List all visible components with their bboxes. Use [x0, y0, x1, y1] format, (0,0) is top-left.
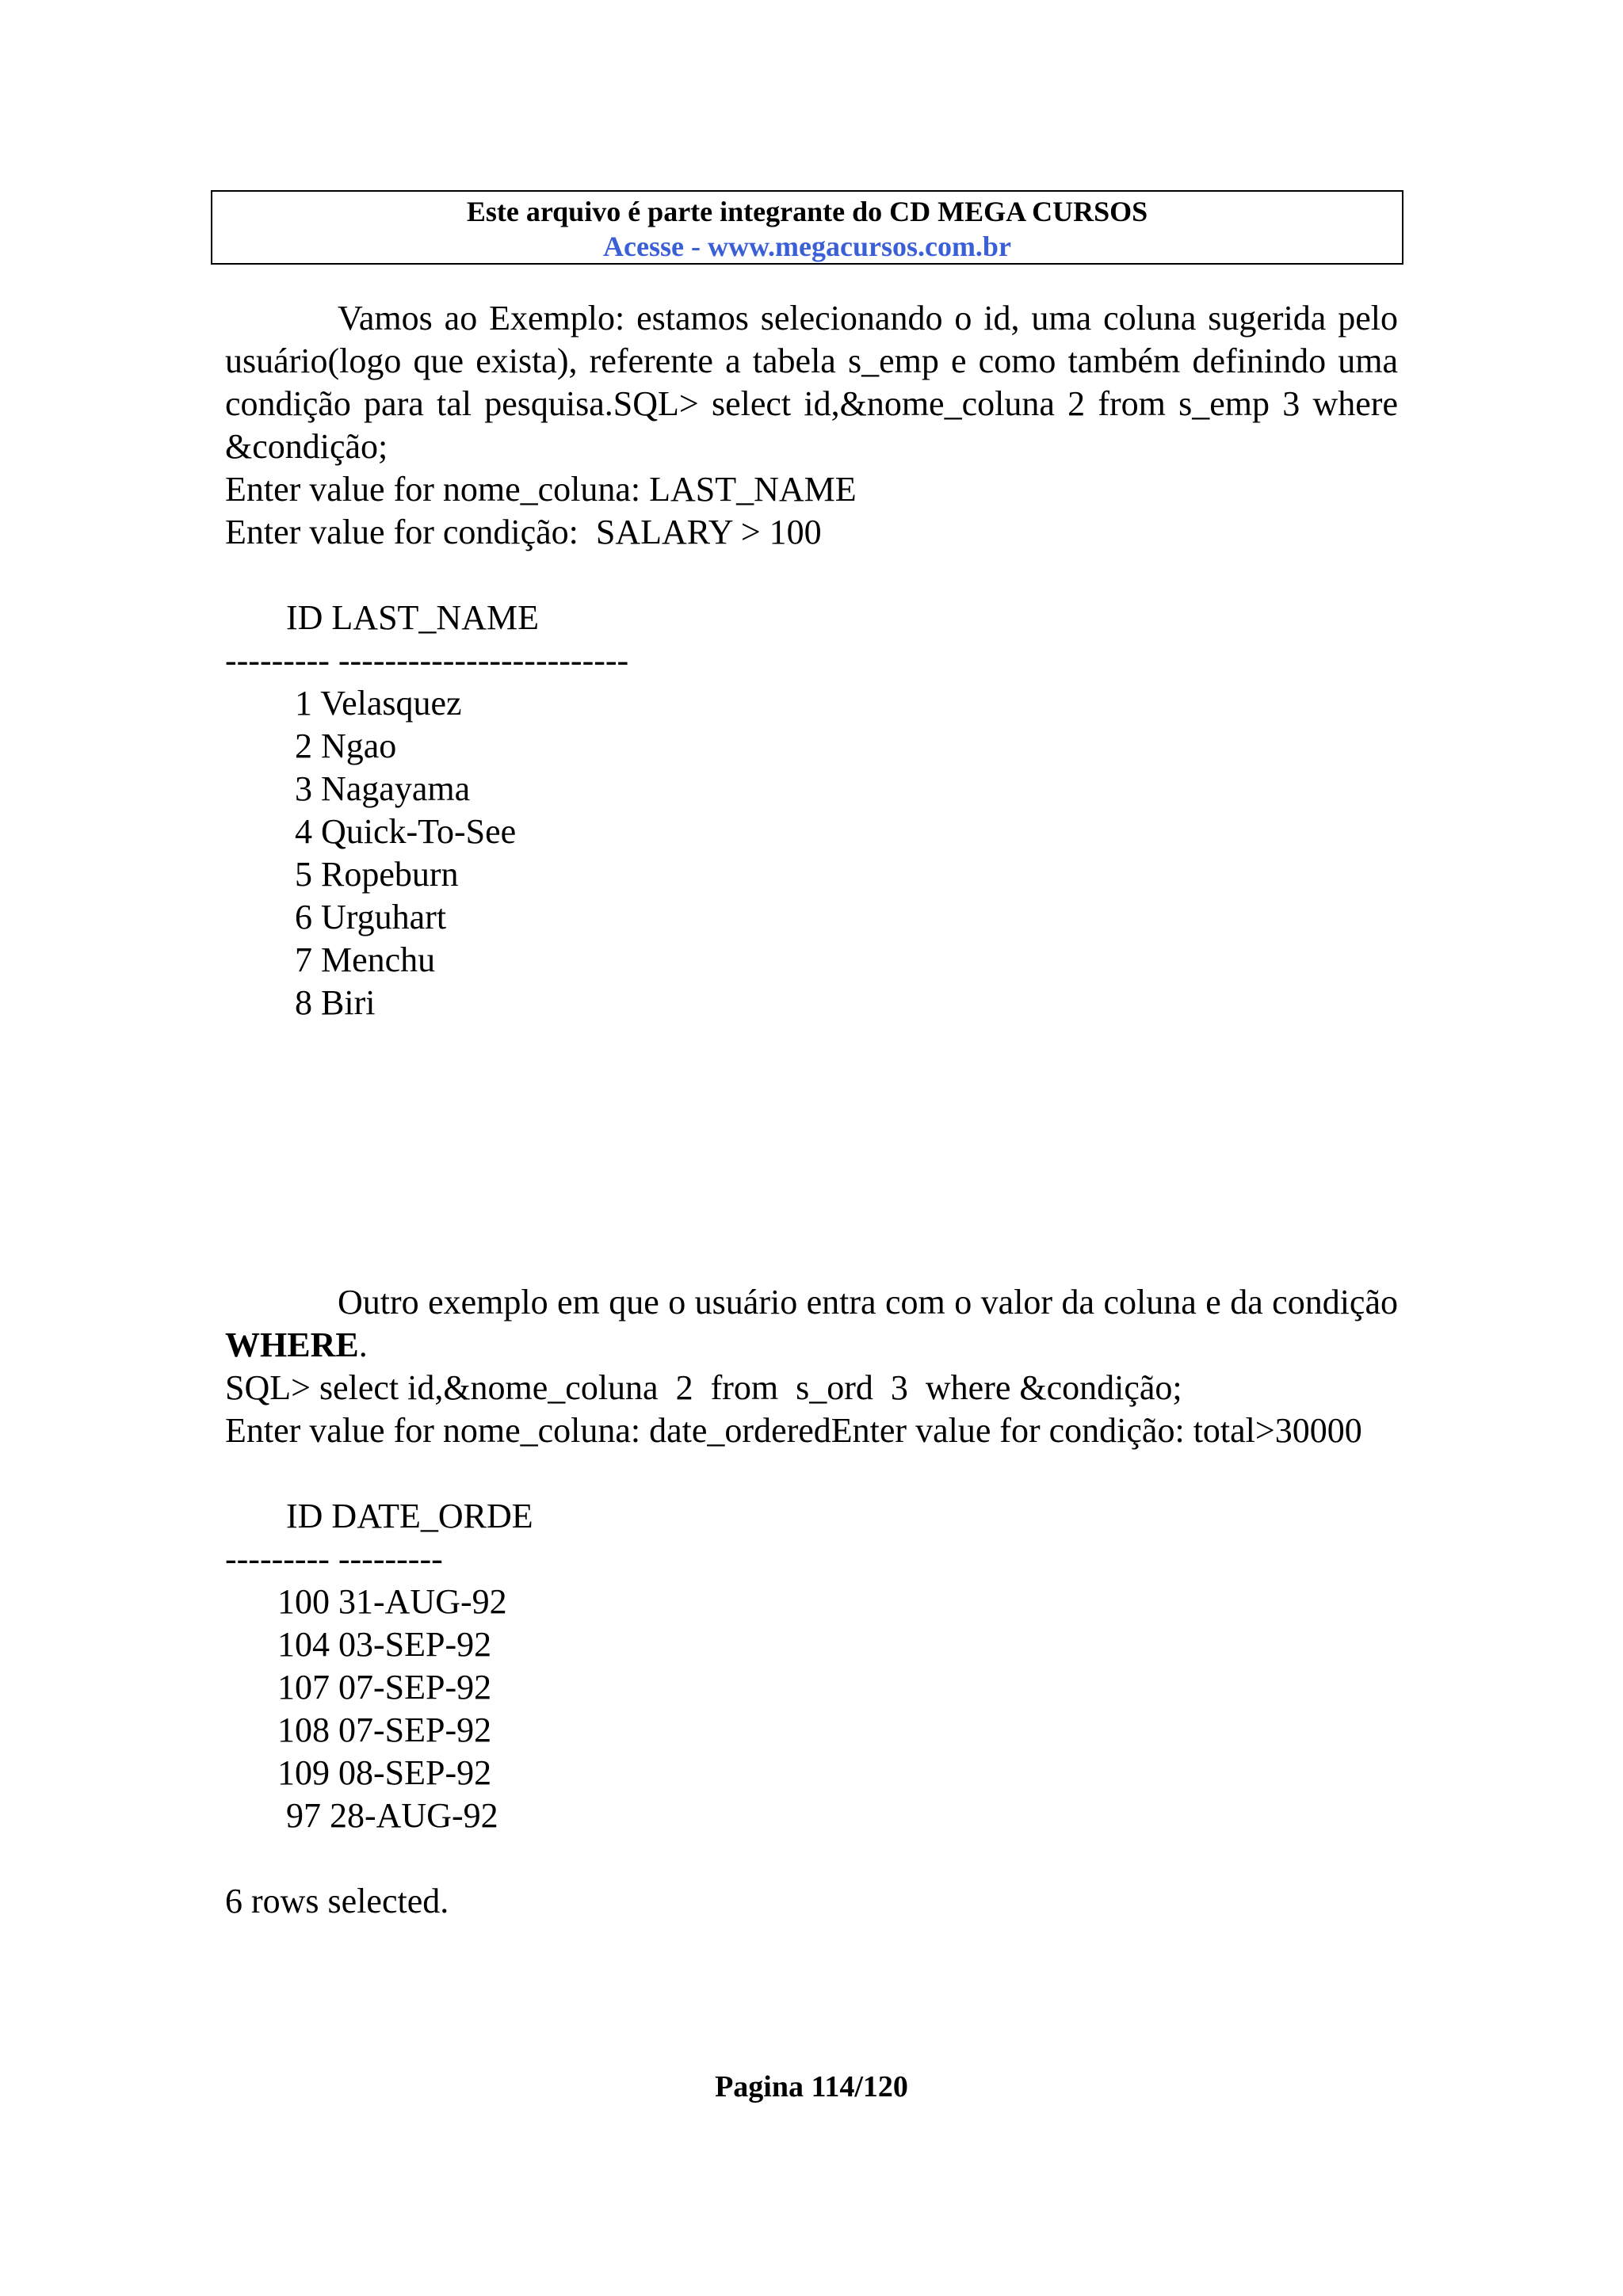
- example2-result-rows: [225, 1581, 1398, 1837]
- result-row: 5 Ropeburn: [225, 855, 459, 894]
- example2-paragraph-text: Outro exemplo em que o usuário entra com o valor da coluna e da condição: [338, 1283, 1398, 1322]
- result-row: 4 Quick-To-See: [225, 812, 517, 851]
- result-row: 2 Ngao: [225, 727, 397, 765]
- where-keyword: WHERE: [225, 1325, 359, 1364]
- spacer: [225, 1452, 1398, 1495]
- example2-result-header: ID DATE_ORDE: [225, 1497, 533, 1535]
- document-body: [225, 297, 1398, 1923]
- header-banner: [211, 190, 1403, 265]
- result-row: 6 Urguhart: [225, 898, 447, 936]
- page-number: Pagina 114/120: [715, 2070, 908, 2103]
- example1-result-rows: [225, 682, 1398, 1024]
- result-row: 107 07-SEP-92: [225, 1668, 492, 1707]
- example1-paragraph: Vamos ao Exemplo: estamos selecionando o id, uma coluna sugerida pelo usuário(logo que exista), referente a tabela s_emp e como também definindo uma condição para tal pesquisa.SQL> select id,&nome_coluna 2 from s_emp 3 where &condição;: [225, 299, 1398, 466]
- header-title: Este arquivo é parte integrante do CD MEGA CURSOS: [466, 196, 1148, 227]
- result-row: 1 Velasquez: [225, 684, 462, 723]
- result-row: 8 Biri: [225, 983, 376, 1022]
- example1-prompt-column: Enter value for nome_coluna: LAST_NAME: [225, 470, 857, 509]
- result-row: 97 28-AUG-92: [225, 1796, 498, 1835]
- example1-result-header: ID LAST_NAME: [225, 598, 539, 637]
- result-row: 108 07-SEP-92: [225, 1711, 492, 1749]
- result-row: 109 08-SEP-92: [225, 1753, 492, 1792]
- example1-prompt-condition: Enter value for condição: SALARY > 100: [225, 513, 822, 551]
- result-row: 104 03-SEP-92: [225, 1625, 492, 1664]
- result-row: 3 Nagayama: [225, 769, 471, 808]
- spacer: [225, 1837, 1398, 1880]
- spacer: [225, 554, 1398, 597]
- example2-paragraph-end: .: [358, 1325, 368, 1364]
- header-link[interactable]: Acesse - www.megacursos.com.br: [603, 231, 1011, 262]
- spacer: [225, 1024, 1398, 1281]
- example2-sql: SQL> select id,&nome_coluna 2 from s_ord 3 where &condição;: [225, 1368, 1182, 1407]
- example1-result-separator: --------- -------------------------: [225, 641, 629, 680]
- example2-prompts: Enter value for nome_coluna: date_orderedEnter value for condição: total>30000: [225, 1411, 1362, 1450]
- result-row: 7 Menchu: [225, 940, 436, 979]
- example2-rows-selected: 6 rows selected.: [225, 1882, 449, 1920]
- example2-paragraph: [225, 1281, 1398, 1367]
- example2-result-separator: --------- ---------: [225, 1539, 443, 1578]
- result-row: 100 31-AUG-92: [225, 1582, 507, 1621]
